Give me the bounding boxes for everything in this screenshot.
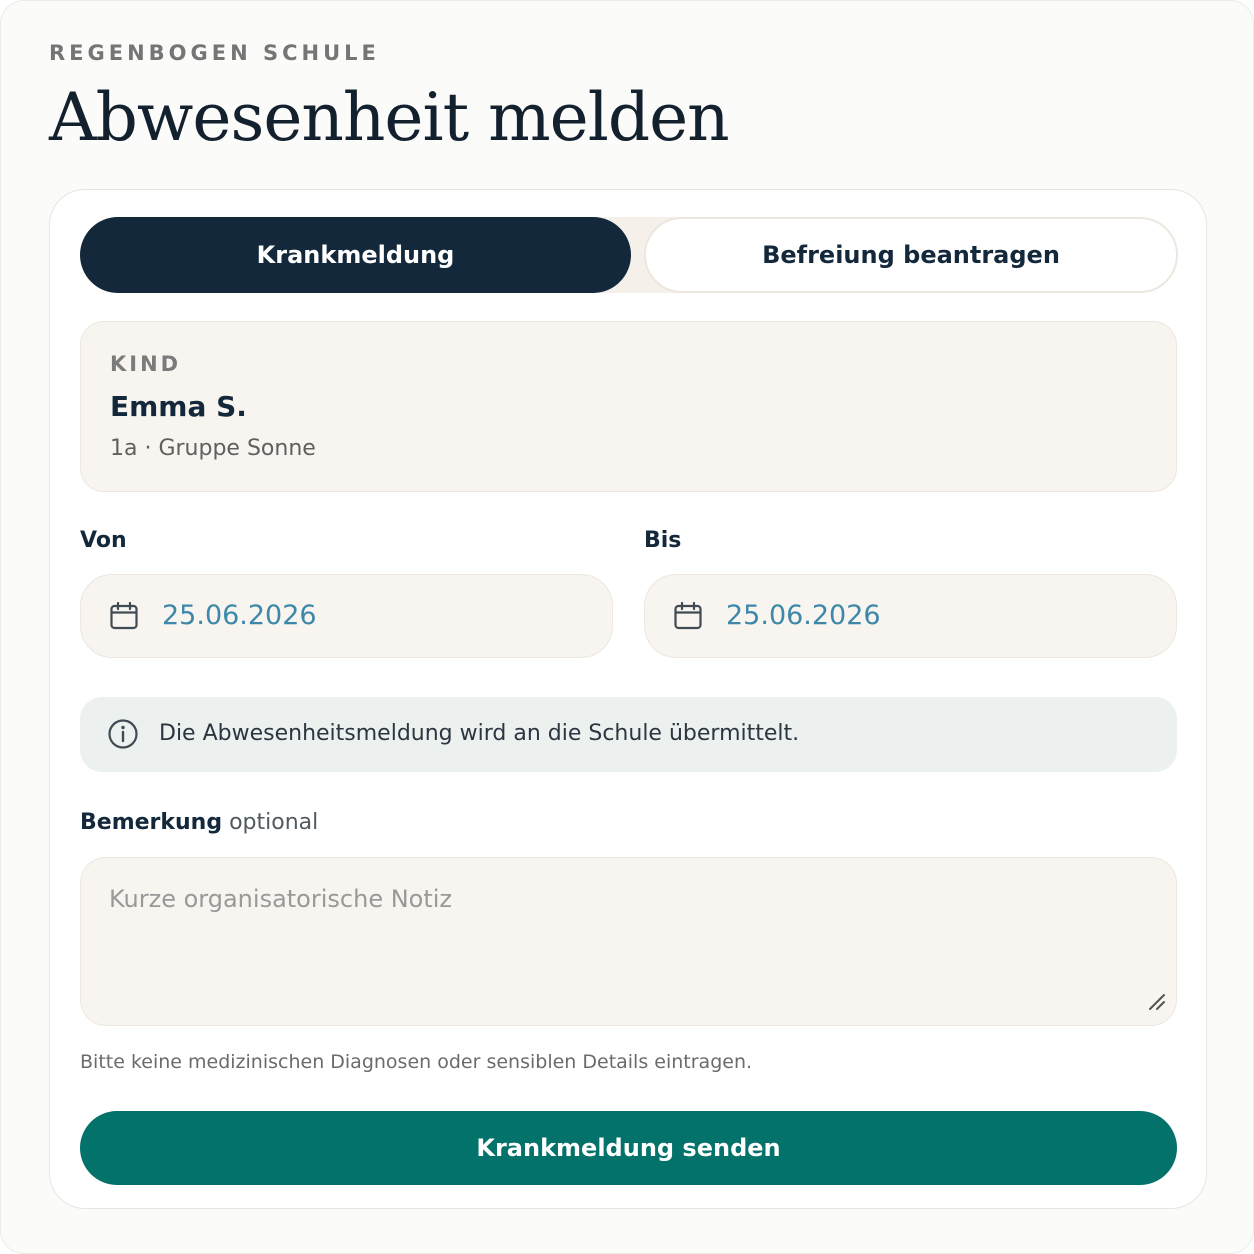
from-label: Von bbox=[80, 528, 127, 553]
calendar-icon bbox=[673, 601, 703, 635]
child-class-group: 1a · Gruppe Sonne bbox=[110, 436, 316, 461]
child-info-box bbox=[80, 321, 1177, 492]
remark-placeholder: Kurze organisatorische Notiz bbox=[109, 885, 453, 913]
resize-handle-icon[interactable] bbox=[1146, 991, 1168, 1017]
remark-textarea[interactable] bbox=[80, 857, 1177, 1026]
child-name: Emma S. bbox=[110, 390, 247, 423]
remark-label bbox=[80, 810, 318, 835]
from-date-value: 25.06.2026 bbox=[162, 600, 317, 631]
submit-button[interactable]: Krankmeldung senden bbox=[80, 1111, 1177, 1185]
to-label: Bis bbox=[644, 528, 682, 553]
school-name: REGENBOGEN SCHULE bbox=[49, 41, 380, 65]
remark-label-text: Bemerkung bbox=[80, 810, 223, 835]
absence-form-card bbox=[49, 189, 1207, 1209]
to-date-value: 25.06.2026 bbox=[726, 600, 881, 631]
from-date-field[interactable] bbox=[80, 574, 613, 658]
privacy-hint: Bitte keine medizinischen Diagnosen oder sensiblen Details eintragen. bbox=[80, 1051, 753, 1073]
info-icon bbox=[107, 718, 139, 754]
remark-optional-tag: optional bbox=[229, 810, 319, 835]
tab-befreiung[interactable]: Befreiung beantragen bbox=[644, 217, 1178, 293]
to-date-field[interactable] bbox=[644, 574, 1177, 658]
child-section-label: KIND bbox=[110, 352, 182, 376]
tab-krankmeldung[interactable]: Krankmeldung bbox=[80, 217, 631, 293]
calendar-icon bbox=[109, 601, 139, 635]
info-banner bbox=[80, 697, 1177, 772]
info-text: Die Abwesenheitsmeldung wird an die Schule übermittelt. bbox=[159, 721, 800, 746]
report-type-tabs bbox=[80, 217, 1178, 293]
page-title: Abwesenheit melden bbox=[49, 79, 729, 156]
